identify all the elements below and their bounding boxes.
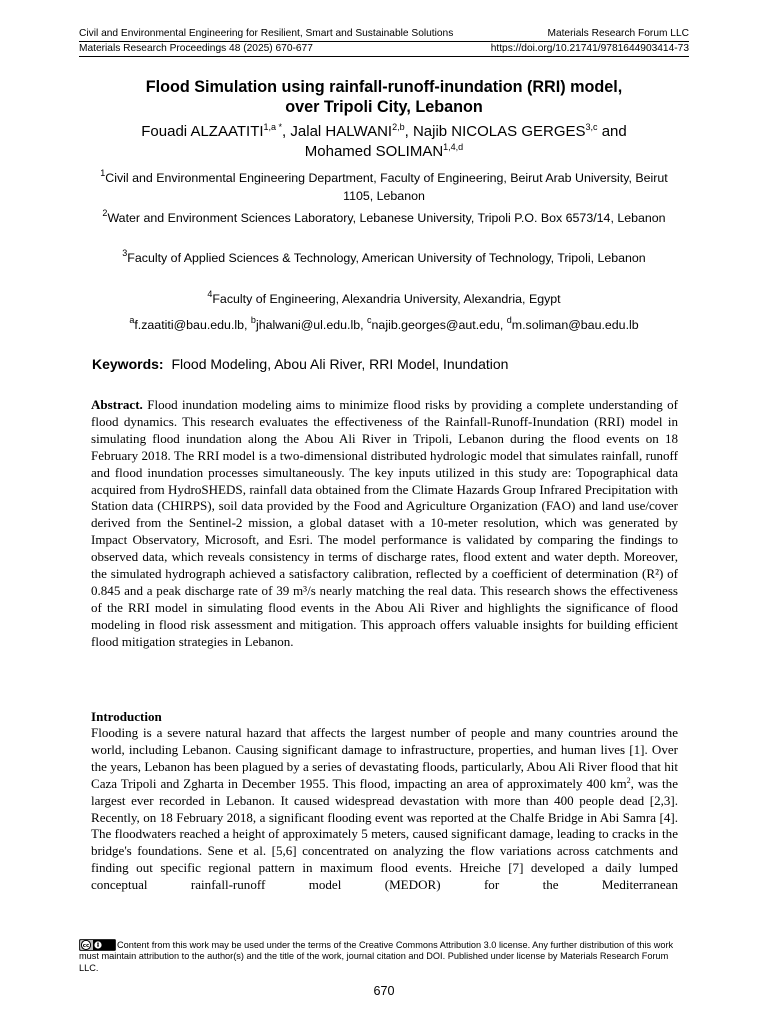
publisher-name: Materials Research Forum LLC xyxy=(547,28,689,39)
superscript: 2 xyxy=(626,775,631,785)
affiliation xyxy=(88,209,680,227)
cc-by-license-icon[interactable] xyxy=(79,939,116,951)
affiliation-text: Civil and Environmental Engineering Department, Faculty of Engineering, Beirut Arab University, Beirut 1105, Lebanon xyxy=(105,171,668,203)
affiliation xyxy=(88,290,680,308)
affiliation-text: Water and Environment Sciences Laboratory, Lebanese University, Tripoli P.O. Box 6573/14, Lebanon xyxy=(107,211,666,225)
affiliation-text: Faculty of Engineering, Alexandria University, Alexandria, Egypt xyxy=(212,292,561,306)
title-line: over Tripoli City, Lebanon xyxy=(285,98,483,116)
author-superscript: 2,b xyxy=(392,122,405,132)
keywords-label: Keywords: xyxy=(92,356,164,372)
doi-link[interactable]: https://doi.org/10.21741/9781644903414-73 xyxy=(490,43,689,54)
author-name: Mohamed SOLIMAN xyxy=(304,143,444,160)
affiliation-number: 1 xyxy=(100,168,106,178)
paragraph-text: Flooding is a severe natural hazard that affects the largest number of people and many countries around the world, including Lebanon. Causing significant damage to infrastructure, properties, and human lives [1]. Over the years, Lebanon has been plagued by a series of devastating floods, particularly, Abou Ali River flood that hit Caza Tripoli and Zgharta in December 1955. This flood, impacting an area of approximately 400 km xyxy=(91,725,678,791)
author-name: Fouadi ALZAATITI xyxy=(141,123,264,140)
license-footnote xyxy=(79,939,689,974)
author-separator: and xyxy=(597,123,627,140)
email-marker: d xyxy=(506,315,512,325)
title-line: Flood Simulation using rainfall-runoff-inundation (RRI) model, xyxy=(145,78,623,96)
author-emails xyxy=(88,316,680,334)
author-list xyxy=(60,122,708,162)
author-superscript: 3,c xyxy=(585,122,598,132)
email-marker: a xyxy=(129,315,135,325)
abstract-label: Abstract. xyxy=(91,397,143,412)
proceedings-info: Materials Research Proceedings 48 (2025) 670-677 xyxy=(79,43,313,54)
affiliation-number: 3 xyxy=(122,248,128,258)
author-superscript: 1,a * xyxy=(263,122,283,132)
keywords xyxy=(92,355,680,373)
affiliation xyxy=(88,249,680,267)
author-name: Jalal HALWANI xyxy=(290,123,393,140)
email-marker: c xyxy=(367,315,372,325)
email-address[interactable]: jhalwani@ul.edu.lb, xyxy=(255,318,368,332)
keywords-text: Flood Modeling, Abou Ali River, RRI Model, Inundation xyxy=(171,356,509,372)
affiliation-number: 4 xyxy=(207,289,213,299)
author-name: Najib NICOLAS GERGES xyxy=(412,123,586,140)
abstract xyxy=(91,397,678,651)
affiliation xyxy=(88,169,680,205)
running-header xyxy=(79,28,689,40)
author-separator: , xyxy=(404,123,413,140)
abstract-text: Flood inundation modeling aims to minimize flood risks by providing a complete understanding of flood dynamics. This research evaluates the effectiveness of the Rainfall-Runoff-Inundation (RRI) model in simulating flood inundation along the Abou Ali River in Tripoli, Lebanon during the flood events on 18 February 2018. The RRI model is a two-dimensional distributed hydrologic model that simulates rainfall, runoff and flood inundation processes simultaneously. The key inputs utilized in this study are: Topographical data acquired from HydroSHEDS, rainfall data obtained from the Climate Hazards Group Infrared Precipitation with Station data (CHIRPS), soil data provided by the Food and Agriculture Organization (FAO) and land use/cover derived from the Sentinel-2 mission, a global dataset with a 10-meter resolution, which was generated by Impact Observatory, Microsoft, and Esri. The model performance is validated by comparing the findings to observed data, which reveals consistency in terms of discharge rates, flood extent and water depth. Moreover, the simulated hydrograph achieved a satisfactory calibration, reflected by a coefficient of determination (R²) of 0.845 and a peak discharge rate of 39 m³/s nearly matching the real data. This research shows the effectiveness of the RRI model in simulating flood events in the Abou Ali River and highlights the significance of flood modeling in flood risk assessment and mitigation. This approach offers valuable insights for building efficient flood mitigation strategies in Lebanon. xyxy=(91,397,678,649)
email-address[interactable]: najib.georges@aut.edu, xyxy=(371,318,507,332)
author-superscript: 1,4,d xyxy=(443,142,464,152)
page-number: 670 xyxy=(373,984,395,998)
affiliation-text: Faculty of Applied Sciences & Technology, American University of Technology, Tripoli, Lebanon xyxy=(127,251,646,265)
svg-text:cc: cc xyxy=(82,943,90,950)
section-heading: Introduction xyxy=(91,709,162,724)
author-separator: , xyxy=(282,123,291,140)
header-rule xyxy=(79,41,689,42)
license-text: Content from this work may be used under the terms of the Creative Commons Attribution 3.0 license. Any further distribution of this work must maintain attribution to the author(s) and the title of the work, journal citation and DOI. Published under license by Materials Research Forum LLC. xyxy=(79,940,674,973)
header-rule xyxy=(79,56,689,57)
email-address[interactable]: f.zaatiti@bau.edu.lb, xyxy=(134,318,251,332)
paper-title xyxy=(60,77,708,117)
affiliation-number: 2 xyxy=(102,208,108,218)
introduction-paragraph xyxy=(91,725,678,894)
email-marker: b xyxy=(250,315,256,325)
email-address[interactable]: m.soliman@bau.edu.lb xyxy=(511,318,639,332)
running-subheader xyxy=(79,43,689,55)
paragraph-text: , was the largest ever recorded in Lebanon. It caused widespread devastation with more than 400 people dead [2,3]. Recently, on 18 February 2018, a significant flooding event was reported at the Chalfe Bridge in Abi Samra [4]. The floodwaters reached a height of approximately 5 meters, caused significant damage, leading to cracks in the bridge's foundations. Sene et al. [5,6] concentrated on analyzing the flow variations across catchments and finding out specific regional pattern in maximum flood events. Hreiche [7] developed a daily lumped conceptual rainfall-runoff model (MEDOR) for the Mediterranean xyxy=(91,775,678,893)
conference-name: Civil and Environmental Engineering for Resilient, Smart and Sustainable Solutions xyxy=(79,28,454,39)
